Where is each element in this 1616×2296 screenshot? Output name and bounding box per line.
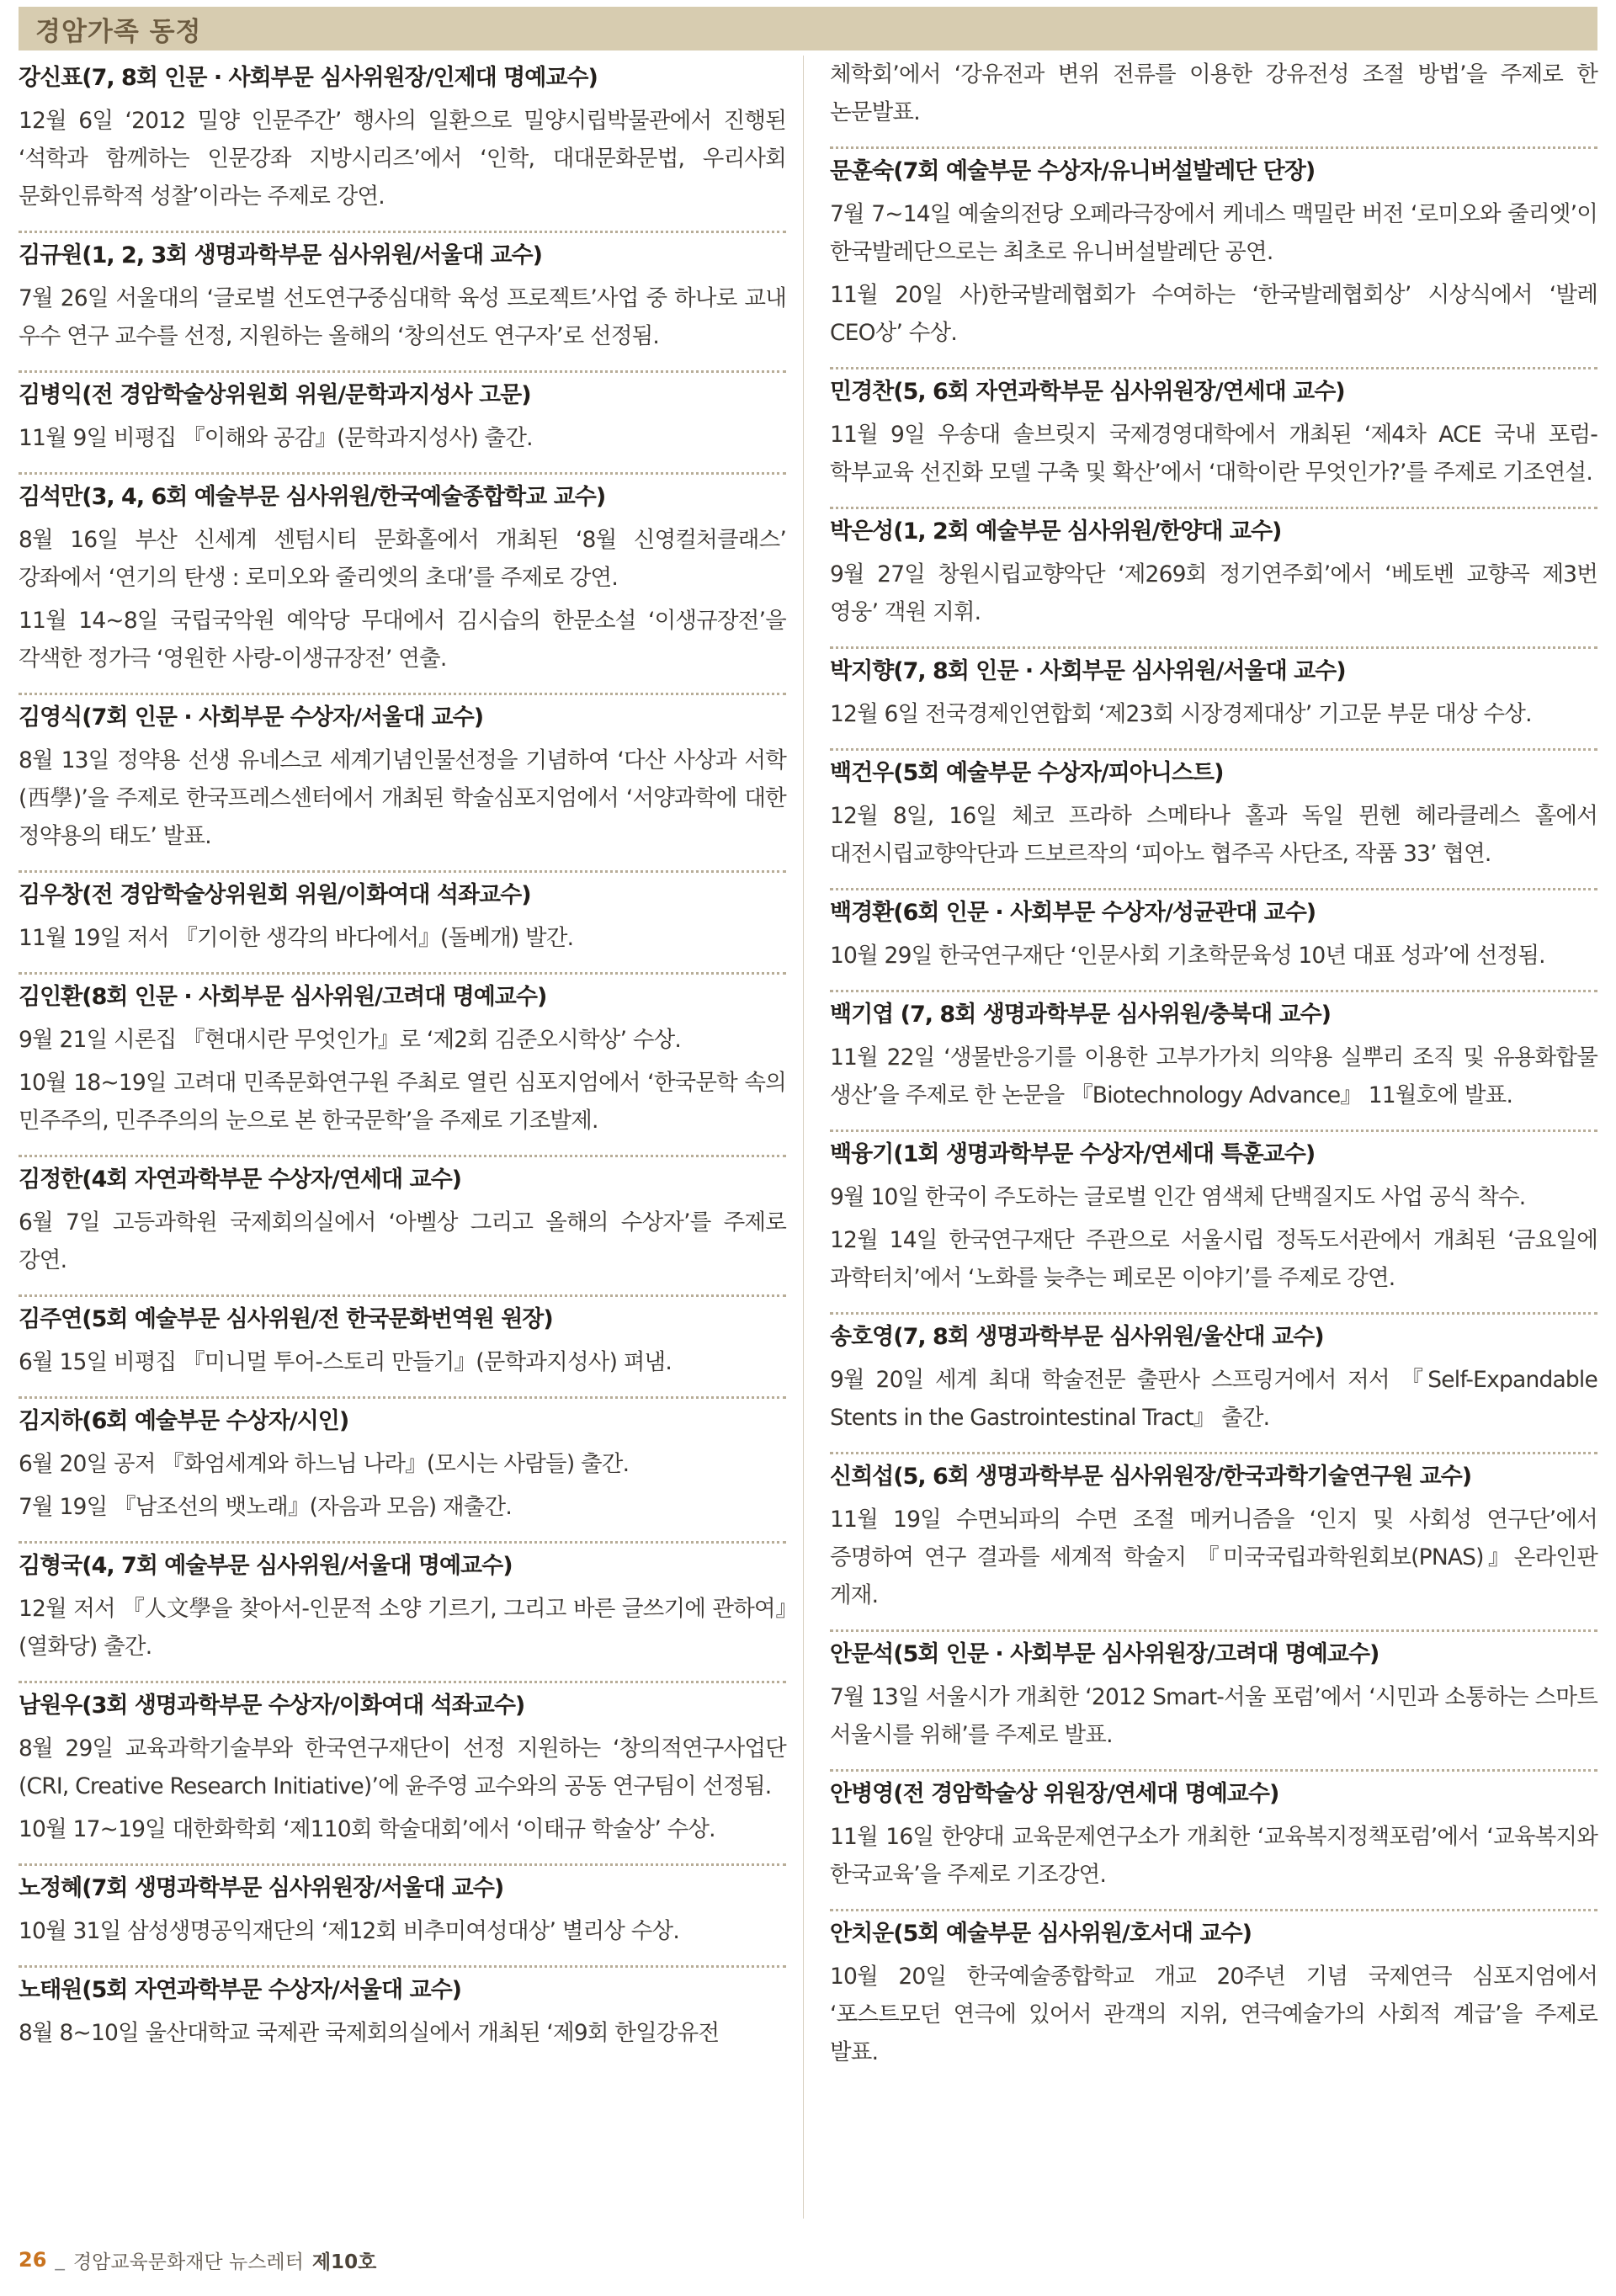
issue-number: 제10호: [311, 2251, 377, 2273]
footer-separator: _: [55, 2249, 65, 2271]
entry-person-title: 김주연(5회 예술부문 심사위원/전 한국문화번역원 원장): [19, 1306, 553, 1332]
entry-paragraph: 11월 22일 ‘생물반응기를 이용한 고부가가치 의약용 실뿌리 조직 및 유용화합물 생산’을 주제로 한 논문을 『Biotechnology Advance』 11월호에 발표.: [830, 1044, 1597, 1108]
news-entry: [19, 1399, 786, 1544]
news-entry: [19, 56, 786, 233]
entry-person-title: 김형국(4, 7회 예술부문 심사위원/서울대 명예교수): [19, 1553, 513, 1579]
news-entry: [19, 1866, 786, 1968]
entry-paragraph: 11월 20일 사)한국발레협회가 수여하는 ‘한국발레협회상’ 시상식에서 ‘발레 CEO상’ 수상.: [830, 282, 1597, 346]
column-divider: [803, 56, 804, 2219]
entry-person-title: 문훈숙(7회 예술부문 수상자/유니버설발레단 단장): [830, 158, 1316, 184]
entry-person-title: 노정혜(7회 생명과학부문 심사위원장/서울대 교수): [19, 1875, 504, 1901]
news-entry: [830, 649, 1597, 751]
news-entry: [830, 890, 1597, 992]
news-entry: [19, 695, 786, 873]
entry-person-title: 신희섭(5, 6회 생명과학부문 심사위원장/한국과학기술연구원 교수): [830, 1464, 1472, 1490]
entry-person-title: 백건우(5회 예술부문 수상자/피아니스트): [830, 760, 1224, 786]
entry-paragraph: 11월 9일 비평집 『이해와 공감』(문학과지성사) 출간.: [19, 425, 533, 451]
news-entry: [830, 509, 1597, 649]
entry-person-title: 김규원(1, 2, 3회 생명과학부문 심사위원/서울대 교수): [19, 242, 542, 268]
news-entry: [830, 751, 1597, 890]
entry-paragraph: 10월 31일 삼성생명공익재단의 ‘제12회 비추미여성대상’ 별리상 수상.: [19, 1918, 679, 1944]
entry-paragraph: 10월 18~19일 고려대 민족문화연구원 주최로 열린 심포지엄에서 ‘한국문학 속의 민주주의, 민주주의의 눈으로 본 한국문학’을 주제로 기조발제.: [19, 1070, 786, 1134]
entry-paragraph: 7월 13일 서울시가 개최한 ‘2012 Smart-서울 포럼’에서 ‘시민과 소통하는 스마트 서울시를 위해’를 주제로 발표.: [830, 1684, 1597, 1748]
right-column: [830, 56, 1597, 2086]
entry-paragraph: 9월 27일 창원시립교향악단 ‘제269회 정기연주회’에서 ‘베토벤 교향곡 제3번 영웅’ 객원 지휘.: [830, 561, 1597, 625]
news-entry: [830, 1132, 1597, 1315]
news-entry: [19, 233, 786, 373]
news-entry: [830, 149, 1597, 369]
news-entry: [19, 1544, 786, 1683]
entry-person-title: 송호영(7, 8회 생명과학부문 심사위원/울산대 교수): [830, 1324, 1324, 1350]
entry-paragraph: 9월 10일 한국이 주도하는 글로벌 인간 염색체 단백질지도 사업 공식 착수.: [830, 1184, 1526, 1210]
news-entry: [830, 1632, 1597, 1772]
publication-name: 경암교육문화재단 뉴스레터: [72, 2251, 304, 2273]
entry-paragraph: 7월 19일 『남조선의 뱃노래』(자음과 모음) 재출간.: [19, 1494, 512, 1520]
entry-paragraph: 12월 8일, 16일 체코 프라하 스메타나 홀과 독일 뮌헨 헤라클레스 홀에서 대전시립교향악단과 드보르작의 ‘피아노 협주곡 사단조, 작품 33’ 협연.: [830, 803, 1597, 867]
entry-paragraph: 10월 20일 한국예술종합학교 개교 20주년 기념 국제연극 심포지엄에서 ‘포스트모던 연극에 있어서 관객의 지위, 연극예술가의 사회적 계급’을 주제로 발표.: [830, 1964, 1597, 2065]
news-entry: [19, 873, 786, 975]
entry-paragraph: 7월 26일 서울대의 ‘글로벌 선도연구중심대학 육성 프로젝트’사업 중 하나로 교내 우수 연구 교수를 선정, 지원하는 올해의 ‘창의선도 연구자’로 선정됨.: [19, 285, 786, 349]
entry-paragraph: 6월 20일 공저 『화엄세계와 하느님 나라』(모시는 사람들) 출간.: [19, 1451, 630, 1477]
left-column: [19, 56, 786, 2067]
entry-paragraph: 6월 15일 비평집 『미니멀 투어-스토리 만들기』(문학과지성사) 펴냄.: [19, 1349, 672, 1375]
entry-paragraph: 12월 저서 『人文學을 찾아서-인문적 소양 기르기, 그리고 바른 글쓰기에 관하여』(열화당) 출간.: [19, 1596, 786, 1660]
news-entry: [19, 475, 786, 695]
news-entry: [830, 1911, 1597, 2086]
news-entry: [19, 1297, 786, 1399]
entry-person-title: 백융기(1회 생명과학부문 수상자/연세대 특훈교수): [830, 1141, 1316, 1167]
section-title: 경암가족 동정: [35, 16, 202, 47]
news-entry: [19, 373, 786, 475]
entry-person-title: 강신표(7, 8회 인문 · 사회부문 심사위원장/인제대 명예교수): [19, 65, 598, 91]
entry-person-title: 김석만(3, 4, 6회 예술부문 심사위원/한국예술종합학교 교수): [19, 484, 606, 510]
entry-person-title: 김우창(전 경암학술상위원회 위원/이화여대 석좌교수): [19, 882, 531, 908]
news-entry: [830, 1315, 1597, 1454]
entry-person-title: 박은성(1, 2회 예술부문 심사위원/한양대 교수): [830, 518, 1282, 545]
entry-paragraph: 12월 6일 ‘2012 밀양 인문주간’ 행사의 일환으로 밀양시립박물관에서 진행된 ‘석학과 함께하는 인문강좌 지방시리즈’에서 ‘인학, 대대문화문법, 우리사회 문화인류학적 성찰’이라는 주제로 강연.: [19, 108, 786, 210]
page-number: 26: [19, 2248, 47, 2272]
news-entry: [19, 975, 786, 1157]
news-entry: [830, 1772, 1597, 1911]
entry-paragraph: 8월 29일 교육과학기술부와 한국연구재단이 선정 지원하는 ‘창의적연구사업단(CRI, Creative Research Initiative)’에 윤주영 교수와의 공동 연구팀이 선정됨.: [19, 1735, 786, 1799]
entry-paragraph: 7월 7~14일 예술의전당 오페라극장에서 케네스 맥밀란 버전 ‘로미오와 줄리엣’이 한국발레단으로는 최초로 유니버설발레단 공연.: [830, 201, 1597, 265]
entry-paragraph: 11월 16일 한양대 교육문제연구소가 개최한 ‘교육복지정책포럼’에서 ‘교육복지와 한국교육’을 주제로 기조강연.: [830, 1824, 1597, 1888]
entry-paragraph: 10월 17~19일 대한화학회 ‘제110회 학술대회’에서 ‘이태규 학술상’ 수상.: [19, 1816, 715, 1842]
entry-person-title: 백경환(6회 인문 · 사회부문 수상자/성균관대 교수): [830, 900, 1316, 926]
news-entry: [19, 1157, 786, 1297]
entry-paragraph: 11월 14~8일 국립국악원 예악당 무대에서 김시습의 한문소설 ‘이생규장전’을 각색한 정가극 ‘영원한 사랑-이생규장전’ 연출.: [19, 608, 786, 672]
entry-paragraph: 8월 8~10일 울산대학교 국제관 국제회의실에서 개최된 ‘제9회 한일강유전: [19, 2020, 720, 2046]
entry-paragraph: 6월 7일 고등과학원 국제회의실에서 ‘아벨상 그리고 올해의 수상자’를 주제로 강연.: [19, 1209, 786, 1273]
entry-person-title: 안병영(전 경암학술상 위원장/연세대 명예교수): [830, 1781, 1279, 1807]
entry-paragraph: 11월 9일 우송대 솔브릿지 국제경영대학에서 개최된 ‘제4차 ACE 국내 포럼-학부교육 선진화 모델 구축 및 확산’에서 ‘대학이란 무엇인가?’를 주제로 기조연설.: [830, 422, 1597, 486]
news-entry: [19, 1968, 786, 2067]
entry-person-title: 김병익(전 경암학술상위원회 위원/문학과지성사 고문): [19, 382, 531, 408]
entry-paragraph: 10월 29일 한국연구재단 ‘인문사회 기초학문육성 10년 대표 성과’에 선정됨.: [830, 943, 1545, 969]
entry-person-title: 백기엽 (7, 8회 생명과학부문 심사위원/충북대 교수): [830, 1002, 1331, 1028]
entry-paragraph: 11월 19일 수면뇌파의 수면 조절 메커니즘을 ‘인지 및 사회성 연구단’에서 증명하여 연구 결과를 세계적 학술지 『미국국립과학원회보(PNAS)』온라인판 게재.: [830, 1507, 1597, 1608]
entry-person-title: 안문석(5회 인문 · 사회부문 심사위원장/고려대 명예교수): [830, 1641, 1379, 1667]
news-entry: [19, 1683, 786, 1866]
news-entry: [830, 56, 1597, 149]
entry-paragraph: 12월 14일 한국연구재단 주관으로 서울시립 정독도서관에서 개최된 ‘금요일에 과학터치’에서 ‘노화를 늦추는 페로몬 이야기’를 주제로 강연.: [830, 1227, 1597, 1291]
entry-person-title: 박지향(7, 8회 인문 · 사회부문 심사위원/서울대 교수): [830, 658, 1346, 684]
entry-paragraph: 11월 19일 저서 『기이한 생각의 바다에서』(돌베개) 발간.: [19, 925, 574, 951]
entry-paragraph: 8월 16일 부산 신세계 센텀시티 문화홀에서 개최된 ‘8월 신영컬처클래스’ 강좌에서 ‘연기의 탄생 : 로미오와 줄리엣의 초대’를 주제로 강연.: [19, 527, 786, 591]
news-entry: [830, 992, 1597, 1132]
entry-paragraph: 12월 6일 전국경제인연합회 ‘제23회 시장경제대상’ 기고문 부문 대상 수상.: [830, 701, 1532, 727]
entry-person-title: 노태원(5회 자연과학부문 수상자/서울대 교수): [19, 1977, 462, 2003]
entry-paragraph: 체학회’에서 ‘강유전과 변위 전류를 이용한 강유전성 조절 방법’을 주제로 한 논문발표.: [830, 61, 1597, 125]
section-header-bar: [19, 7, 1597, 50]
entry-paragraph: 9월 21일 시론집 『현대시란 무엇인가』로 ‘제2회 김준오시학상’ 수상.: [19, 1027, 682, 1053]
entry-person-title: 안치운(5회 예술부문 심사위원/호서대 교수): [830, 1921, 1252, 1947]
entry-person-title: 김지하(6회 예술부문 수상자/시인): [19, 1408, 349, 1434]
entry-person-title: 민경찬(5, 6회 자연과학부문 심사위원장/연세대 교수): [830, 379, 1345, 405]
entry-paragraph: 8월 13일 정약용 선생 유네스코 세계기념인물선정을 기념하여 ‘다산 사상과 서학(西學)’을 주제로 한국프레스센터에서 개최된 학술심포지엄에서 ‘서양과학에 대한 정약용의 태도’ 발표.: [19, 747, 786, 849]
entry-paragraph: 9월 20일 세계 최대 학술전문 출판사 스프링거에서 저서 『Self-Expandable Stents in the Gastrointestinal Tract』 출간.: [830, 1367, 1597, 1431]
entry-person-title: 김인환(8회 인문 · 사회부문 심사위원/고려대 명예교수): [19, 984, 547, 1010]
page-footer: [19, 2246, 376, 2274]
entry-person-title: 김영식(7회 인문 · 사회부문 수상자/서울대 교수): [19, 704, 484, 731]
news-entry: [830, 1454, 1597, 1632]
news-entry: [830, 369, 1597, 509]
entry-person-title: 남원우(3회 생명과학부문 수상자/이화여대 석좌교수): [19, 1693, 525, 1719]
entry-person-title: 김정한(4회 자연과학부문 수상자/연세대 교수): [19, 1167, 462, 1193]
